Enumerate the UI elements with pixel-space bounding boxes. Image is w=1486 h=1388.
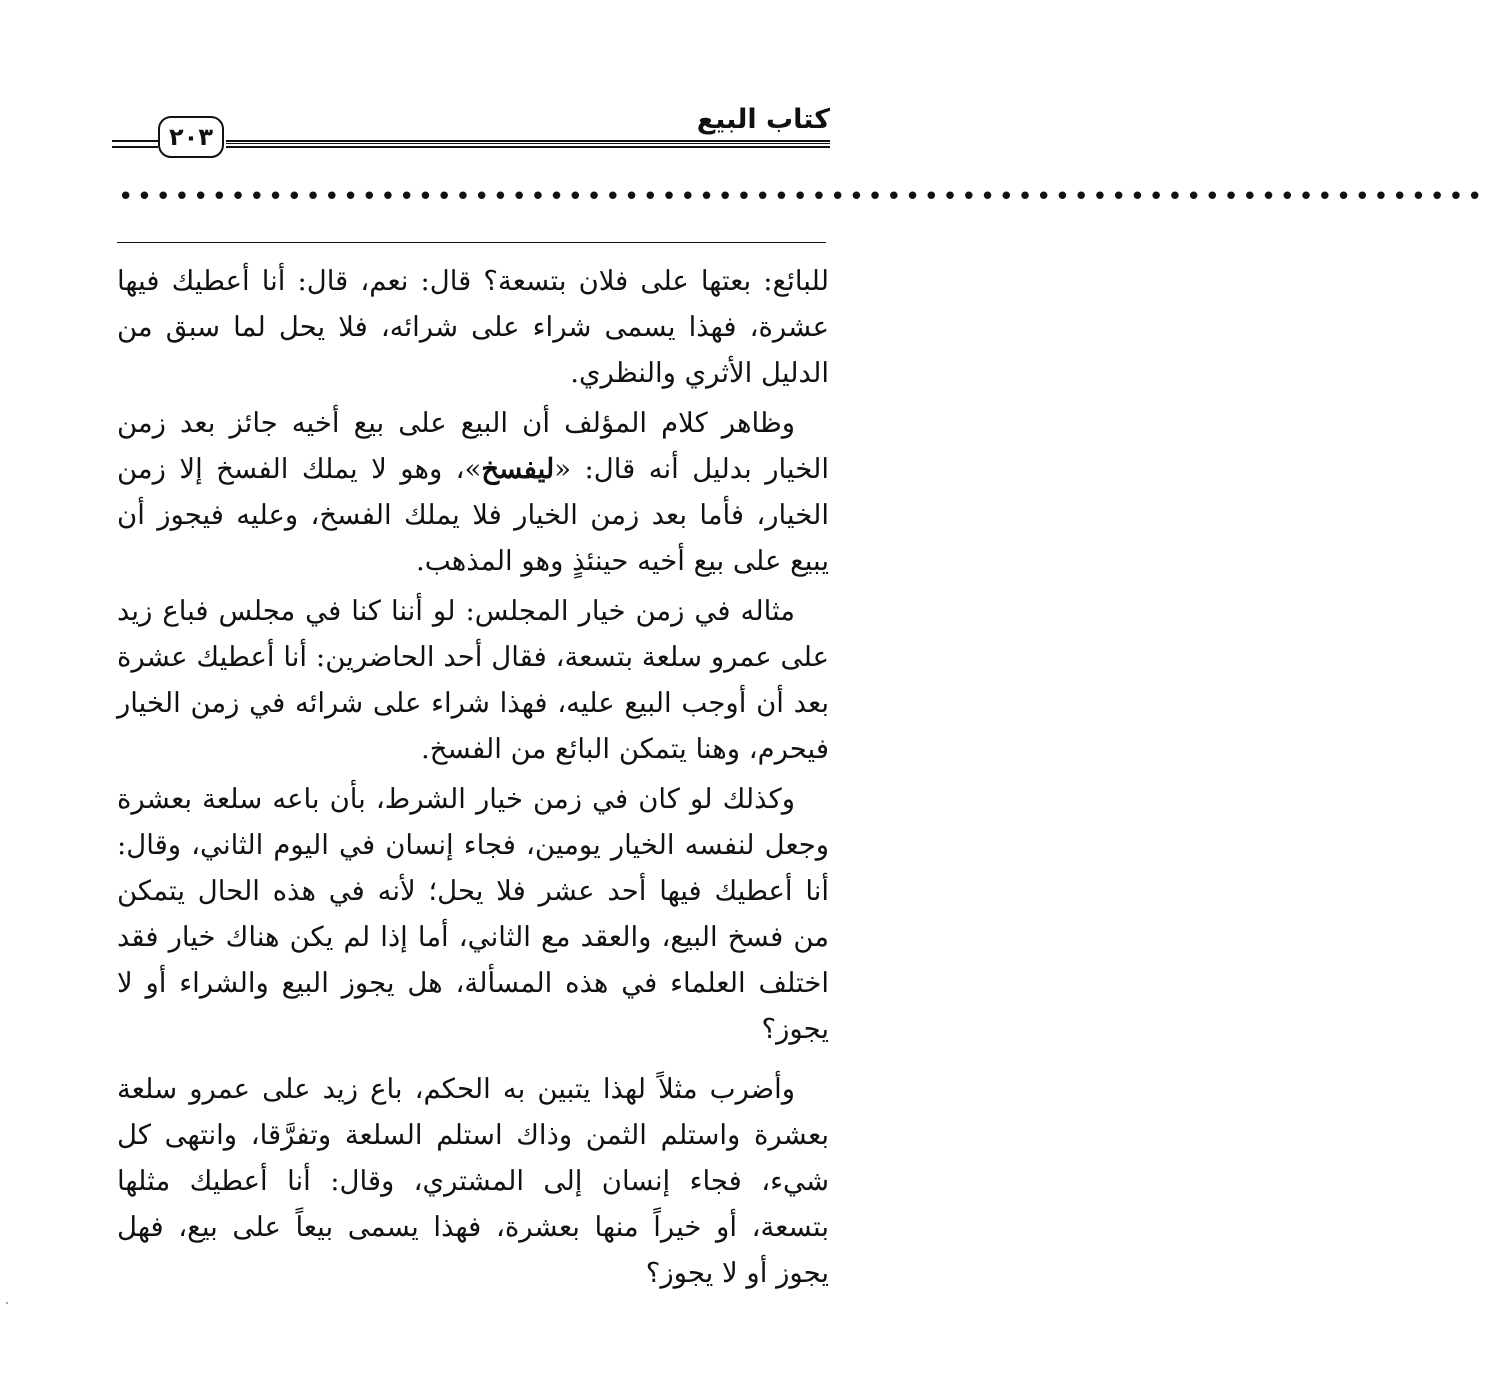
running-title: كتاب البيع xyxy=(696,104,830,135)
paragraph-2 xyxy=(117,400,829,584)
paragraph-2-before: وظاهر كلام المؤلف أن البيع على بيع أخيه جائز بعد زمن الخيار بدليل أنه قال: « xyxy=(117,407,829,485)
page-header xyxy=(112,104,830,160)
paragraph-4: وكذلك لو كان في زمن خيار الشرط، بأن باعه سلعة بعشرة وجعل لنفسه الخيار يومين، فجاء إنسان في اليوم الثاني، وقال: أنا أعطيك فيها أحد عشر فلا يحل؛ لأنه في هذه الحال يتمكن من فسخ البيع، والعقد مع الثاني، أما إذا لم يكن هناك خيار فقد اختلف العلماء في هذه المسألة، هل يجوز البيع والشراء أو لا يجوز؟ xyxy=(117,783,829,1045)
page-number: ٢٠٣ xyxy=(158,116,224,158)
paragraph-5: وأضرب مثلاً لهذا يتبين به الحكم، باع زيد على عمرو سلعة بعشرة واستلم الثمن وذاك استلم السلعة وتفرَّقا، وانتهى كل شيء، فجاء إنسان إلى المشتري، وقال: أنا أعطيك مثلها بتسعة، أو خيراً منها بعشرة، فهذا يسمى بيعاً على بيع، فهل يجوز أو لا يجوز؟ xyxy=(117,1073,829,1289)
dotted-separator: ••••••••••••••••••••••••••••••••••••••••••••••••••••••••••••••••••••••••• xyxy=(118,182,1486,212)
content-rule xyxy=(117,242,826,243)
paragraph-1: للبائع: بعتها على فلان بتسعة؟ قال: نعم، قال: أنا أعطيك فيها عشرة، فهذا يسمى شراء على شرائه، فلا يحل لما سبق من الدليل الأثري والنظري. xyxy=(117,265,829,389)
header-rule-left xyxy=(112,140,158,148)
header-rule-right xyxy=(226,140,830,148)
body-text xyxy=(117,258,829,1300)
paragraph-2-bold-quote: ليفسخ xyxy=(481,453,555,485)
paragraph-2-after: »، وهو لا يملك الفسخ إلا زمن الخيار، فأما بعد زمن الخيار فلا يملك الفسخ، وعليه فيجوز أن يبيع على بيع أخيه حينئذٍ وهو المذهب. xyxy=(117,453,829,577)
paragraph-3: مثاله في زمن خيار المجلس: لو أننا كنا في مجلس فباع زيد على عمرو سلعة بتسعة، فقال أحد الحاضرين: أنا أعطيك عشرة بعد أن أوجب البيع عليه، فهذا شراء على شرائه في زمن الخيار فيحرم، وهنا يتمكن البائع من الفسخ. xyxy=(117,595,829,765)
scan-speck xyxy=(6,1302,8,1304)
